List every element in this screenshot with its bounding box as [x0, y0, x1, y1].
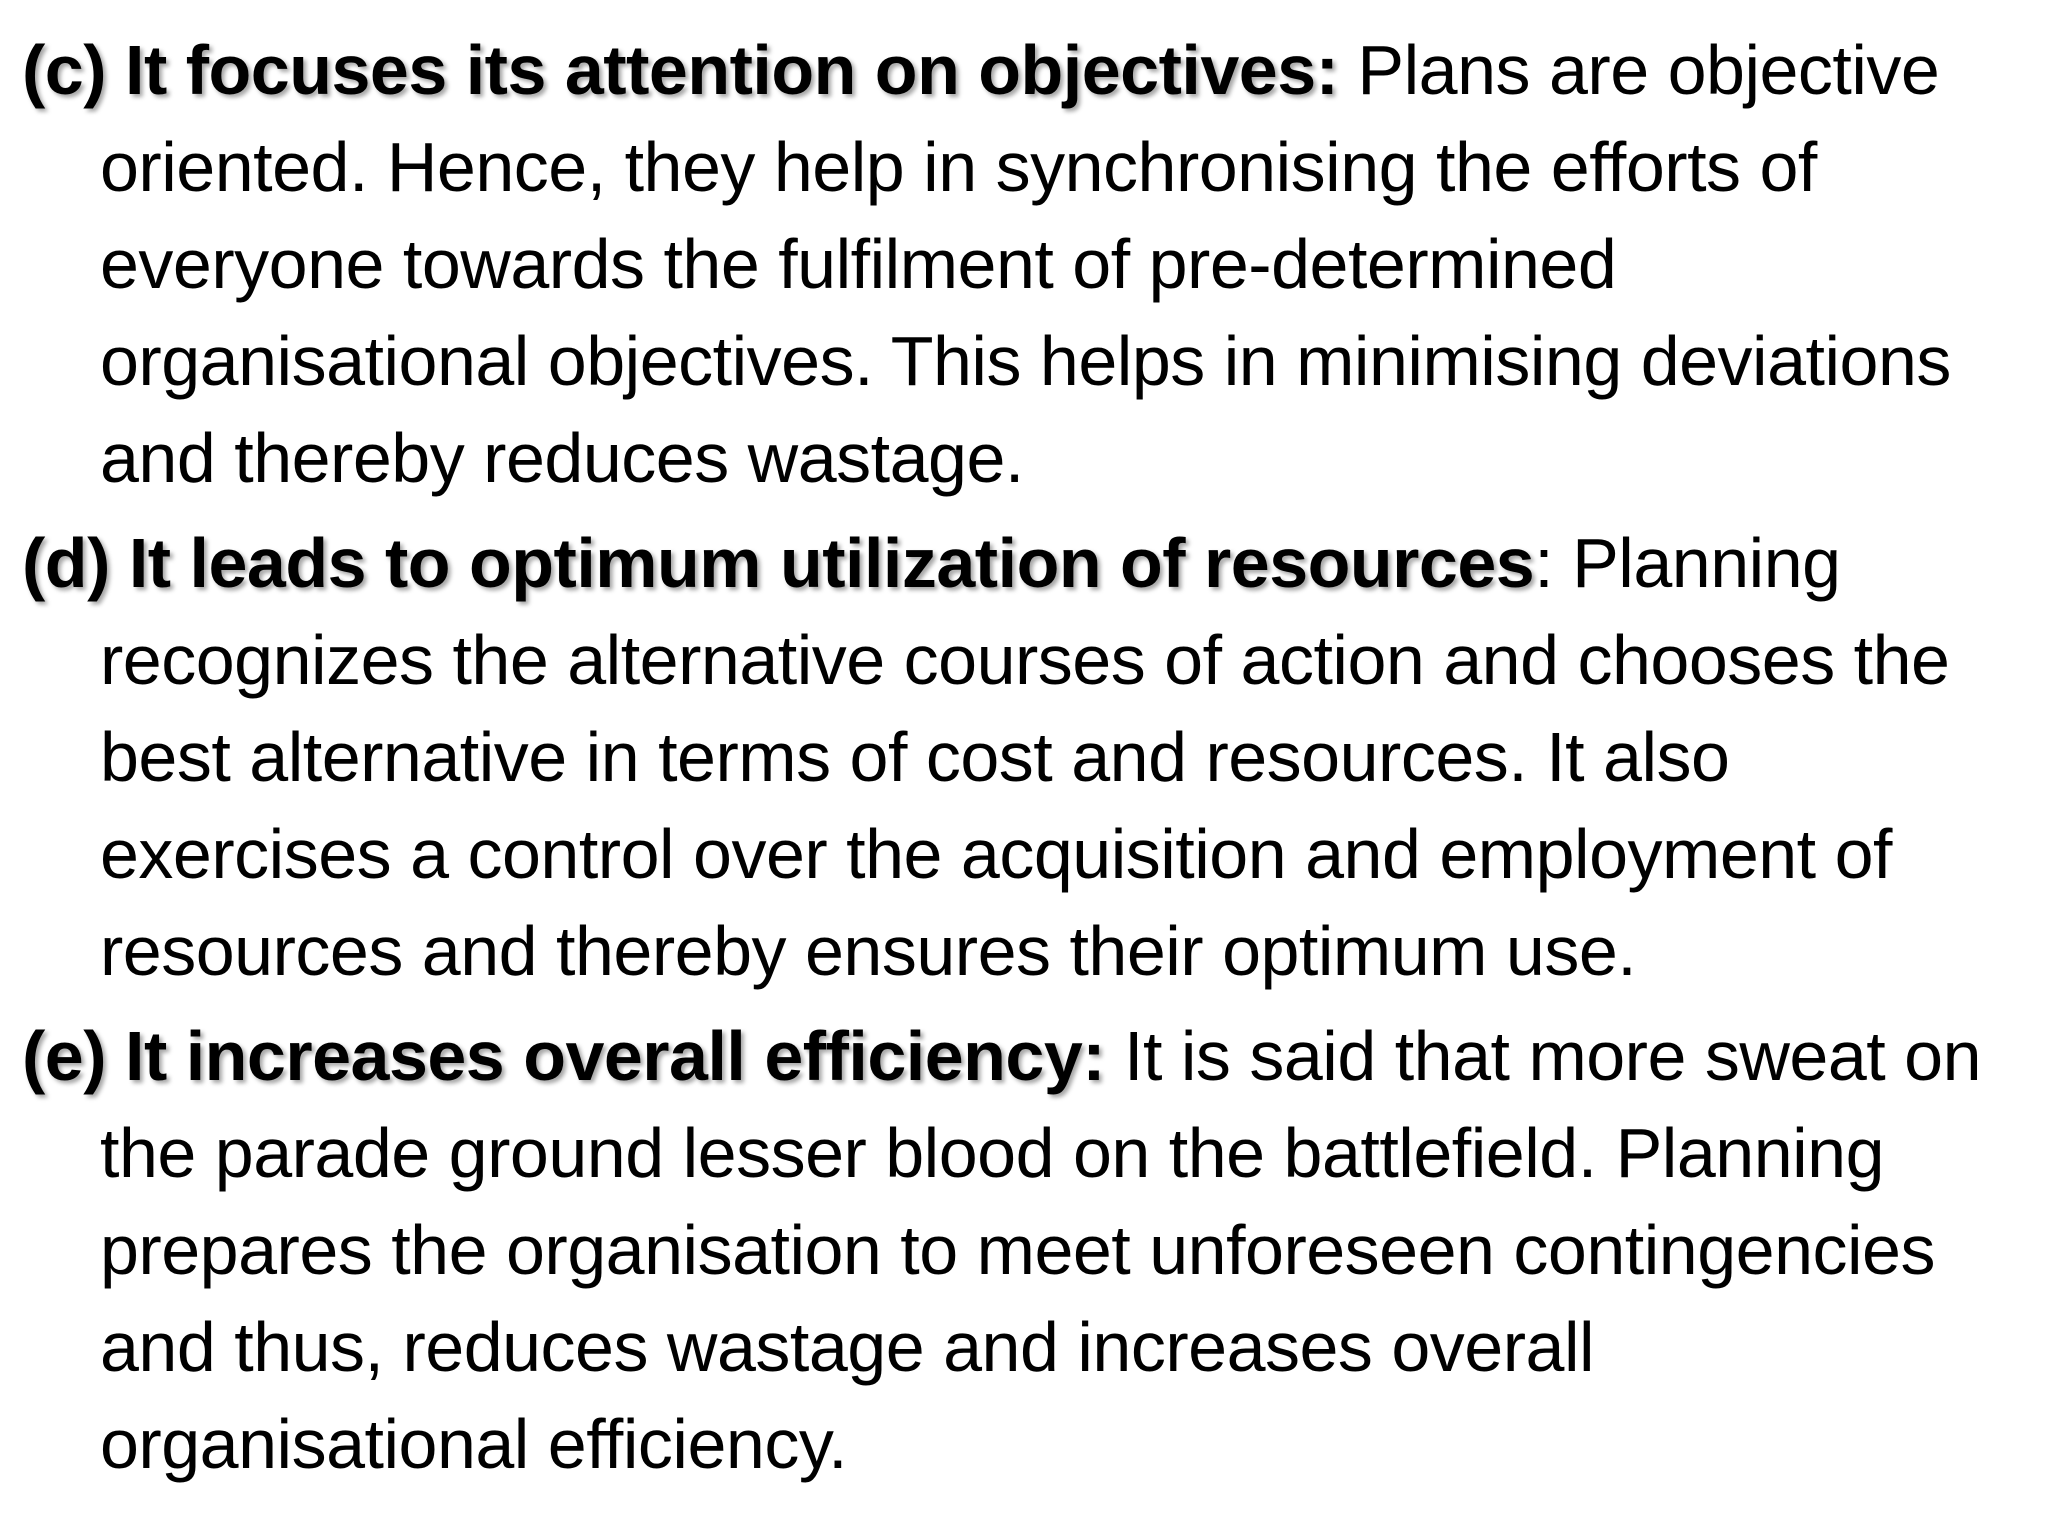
point-c-heading: (c) It focuses its attention on objectives: — [22, 31, 1339, 109]
point-c-body: Plans are objective oriented. Hence, they help in synchronising the efforts of everyone towards the fulfilment of pre-determined organisational objectives. This helps in minimising deviations and thereby reduces wastage. — [100, 31, 1951, 497]
point-d-separator: : — [1534, 524, 1554, 602]
point-d-body: Planning recognizes the alternative courses of action and chooses the best alternative in terms of cost and resources. It also exercises a control over the acquisition and employment of resources and thereby ensures their optimum use. — [100, 524, 1950, 990]
point-d — [22, 515, 2028, 1000]
point-d-heading: (d) It leads to optimum utilization of resources — [22, 524, 1535, 602]
point-c — [22, 22, 2028, 507]
point-e — [22, 1008, 2028, 1493]
point-e-heading: (e) It increases overall efficiency: — [22, 1017, 1106, 1095]
point-e-body: It is said that more sweat on the parade ground lesser blood on the battlefield. Planning prepares the organisation to meet unforeseen contingencies and thus, reduces wastage and increases overall organisational efficiency. — [100, 1017, 1982, 1483]
